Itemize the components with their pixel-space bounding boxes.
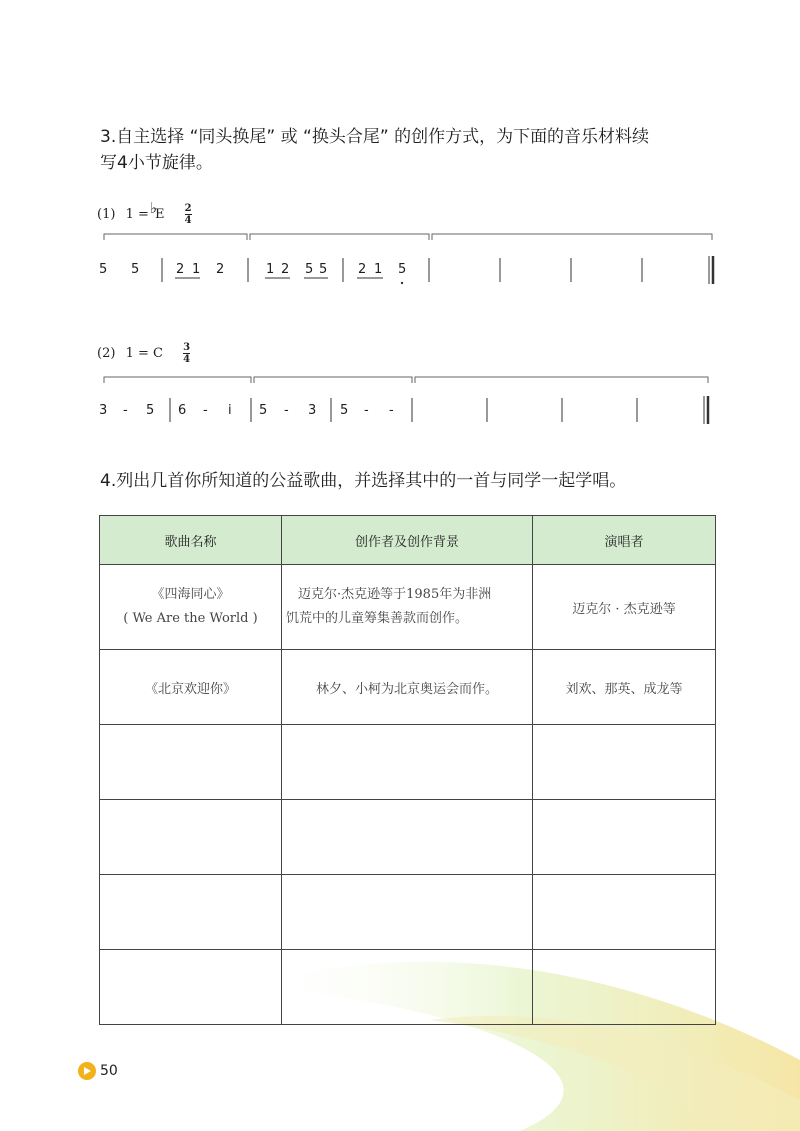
excerpt-1-barlines [162, 256, 713, 284]
song-name: 《四海同心》 [151, 587, 230, 602]
note: 1 [192, 262, 201, 277]
meter-top: 2 [184, 203, 192, 214]
meter-bottom: 4 [183, 354, 191, 365]
question-3-line1: 3.自主选择 “同头换尾” 或 “换头合尾” 的创作方式，为下面的音乐材料续 [100, 127, 650, 147]
background-line: 饥荒中的儿童筹集善款而创作。 [286, 611, 469, 626]
note: 2 [176, 262, 185, 277]
meter-bottom: 4 [184, 215, 192, 226]
note: 2 [216, 262, 225, 277]
question-4: 4.列出几首你所知道的公益歌曲，并选择其中的一首与同学一起学唱。 [100, 471, 627, 491]
table-row [100, 565, 716, 650]
excerpt-1-brackets [104, 234, 712, 240]
note: 5 [99, 262, 108, 277]
note: 5 [259, 403, 268, 418]
note: - [203, 403, 208, 418]
note: 5 [398, 262, 407, 277]
question-3-line2: 写4小节旋律。 [100, 153, 213, 173]
song-english-name: ( We Are the World ) [123, 611, 258, 626]
background-cell [282, 565, 533, 650]
header-song-name: 歌曲名称 [100, 516, 282, 565]
excerpt-2-barlines [170, 396, 708, 424]
background-input-cell[interactable] [282, 725, 533, 800]
note: i [228, 403, 232, 418]
table-row-empty [100, 950, 716, 1025]
note: 5 [131, 262, 140, 277]
singer-cell[interactable]: 迈克尔 · 杰克逊等 [533, 565, 716, 650]
song-name-input-cell[interactable] [100, 950, 282, 1025]
header-singer: 演唱者 [533, 516, 716, 565]
note: - [364, 403, 369, 418]
excerpt-2-key: 1 = C [125, 346, 163, 361]
background-cell: 林夕、小柯为北京奥运会而作。 [282, 650, 533, 725]
excerpt-2-brackets [104, 377, 708, 383]
note: - [389, 403, 394, 418]
table-row [100, 650, 716, 725]
note: 3 [99, 403, 108, 418]
excerpt-1-key-prefix: 1 = [125, 207, 149, 222]
background-input-cell[interactable] [282, 950, 533, 1025]
note: 2 [358, 262, 367, 277]
excerpt-2-notes [99, 403, 394, 418]
background-line: 迈克尔·杰克逊等于1985年为非洲 [298, 587, 492, 602]
note: - [284, 403, 289, 418]
table-row-empty [100, 875, 716, 950]
song-name-input-cell[interactable] [100, 800, 282, 875]
note: 5 [305, 262, 314, 277]
note: 1 [374, 262, 383, 277]
excerpt-1-notes [99, 262, 406, 277]
table-header-row [100, 516, 716, 565]
song-name-cell: 《北京欢迎你》 [100, 650, 282, 725]
note: 5 [340, 403, 349, 418]
singer-input-cell[interactable] [533, 875, 716, 950]
flat-sign: ♭ [149, 199, 157, 217]
note: 3 [308, 403, 317, 418]
song-name-cell [100, 565, 282, 650]
excerpt-2-label: (2) [97, 346, 116, 361]
singer-input-cell[interactable] [533, 950, 716, 1025]
excerpt-1-key-note: E [154, 207, 165, 222]
singer-input-cell[interactable] [533, 725, 716, 800]
note: 1 [266, 262, 275, 277]
excerpt-1-label: (1) [97, 207, 116, 222]
note: - [123, 403, 128, 418]
note: 5 [319, 262, 328, 277]
background-input-cell[interactable] [282, 800, 533, 875]
song-name-input-cell[interactable] [100, 725, 282, 800]
songs-table [99, 515, 716, 1025]
page-footer [78, 1062, 118, 1080]
note: 6 [178, 403, 187, 418]
page-number: 50 [100, 1063, 118, 1079]
note: 5 [146, 403, 155, 418]
play-icon [78, 1062, 96, 1080]
singer-input-cell[interactable] [533, 800, 716, 875]
low-octave-dot [401, 282, 403, 284]
singer-cell[interactable]: 刘欢、那英、成龙等 [533, 650, 716, 725]
header-creator-background: 创作者及创作背景 [282, 516, 533, 565]
table-row-empty [100, 800, 716, 875]
note: 2 [281, 262, 290, 277]
song-name-input-cell[interactable] [100, 875, 282, 950]
meter-top: 3 [183, 342, 191, 353]
table-row-empty [100, 725, 716, 800]
background-input-cell[interactable] [282, 875, 533, 950]
